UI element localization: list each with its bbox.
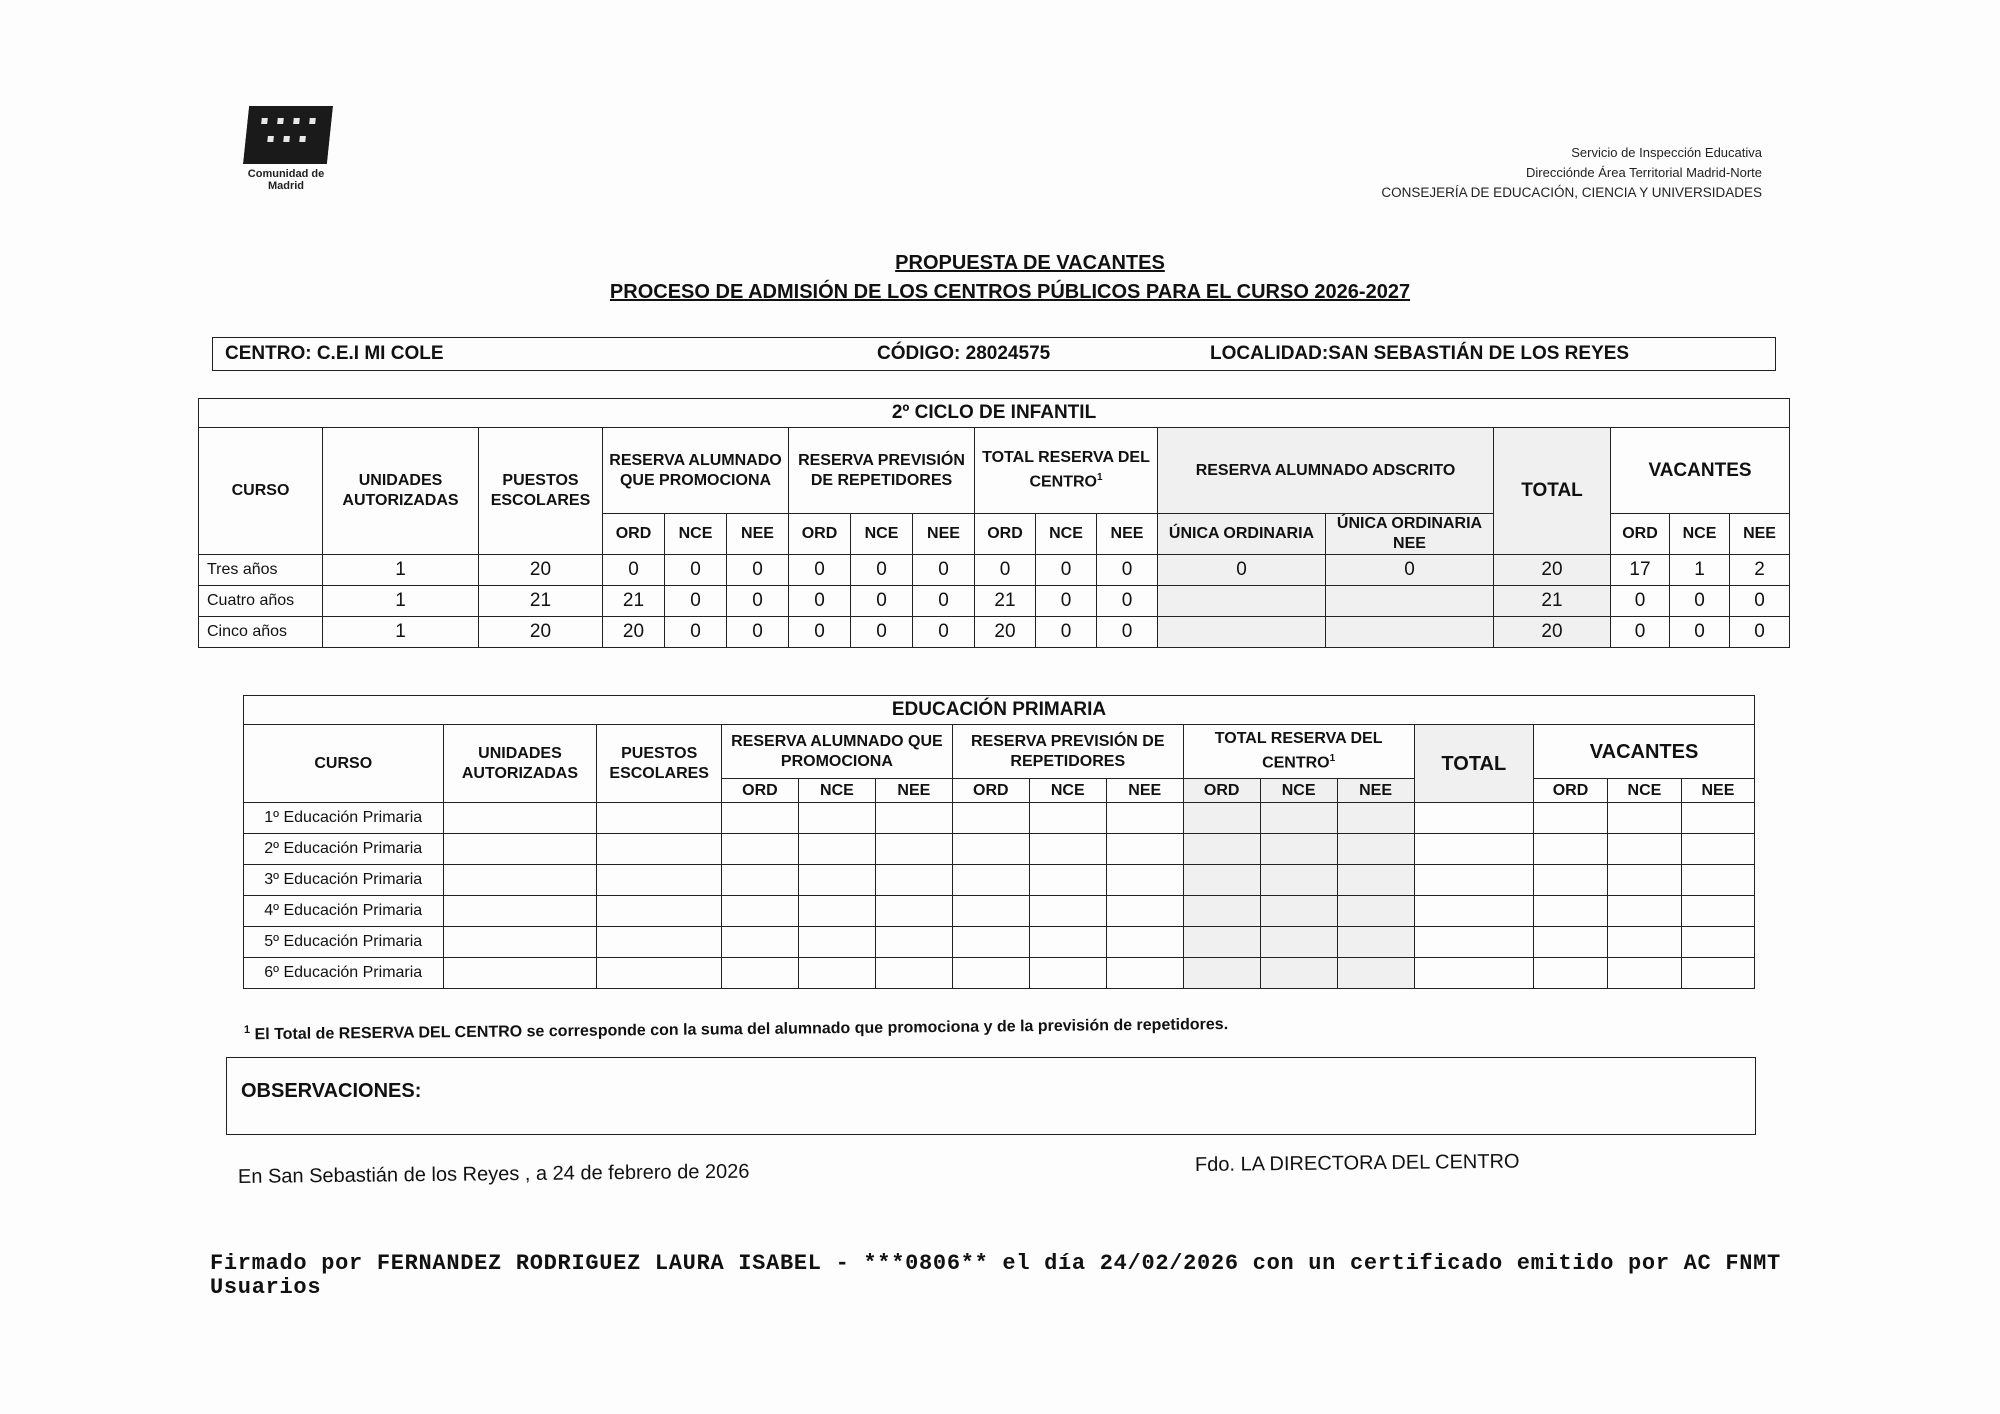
row-unidades: 1 xyxy=(323,586,479,617)
centro-localidad: LOCALIDAD:SAN SEBASTIÁN DE LOS REYES xyxy=(1210,343,1630,364)
cell-vac-nee: 2 xyxy=(1730,555,1790,586)
col-curso: CURSO xyxy=(199,428,323,555)
col-total-reserva-label: TOTAL RESERVA DEL CENTRO xyxy=(982,449,1150,491)
col-promociona: RESERVA ALUMNADO QUE PROMOCIONA xyxy=(721,725,952,779)
row-puestos: 20 xyxy=(479,617,603,648)
centro-info-box xyxy=(212,337,1776,371)
sub-nce: NCE xyxy=(1670,514,1730,555)
observaciones-box xyxy=(226,1057,1756,1135)
cell-prom-nee: 0 xyxy=(727,555,789,586)
sub-nee: NEE xyxy=(727,514,789,555)
cell-vac-nce: 0 xyxy=(1670,617,1730,648)
cell-adscrito-ord xyxy=(1158,586,1326,617)
footnote xyxy=(244,1014,1228,1045)
header-line-2: Direcciónde Área Territorial Madrid-Norte xyxy=(1525,165,1762,180)
cell-prom-ord: 20 xyxy=(603,617,665,648)
cell-rep-nce: 0 xyxy=(851,617,913,648)
table-row xyxy=(199,617,1790,648)
col-total: TOTAL xyxy=(1414,725,1534,803)
primaria-table xyxy=(243,695,1755,989)
table-row xyxy=(199,555,1790,586)
header-line-1: Servicio de Inspección Educativa xyxy=(1571,145,1762,160)
cell-prom-ord: 0 xyxy=(603,555,665,586)
cell-rep-nce: 0 xyxy=(851,555,913,586)
cell-total: 21 xyxy=(1494,586,1611,617)
document-subtitle: PROCESO DE ADMISIÓN DE LOS CENTROS PÚBLICOS PARA EL CURSO 2026-2027 xyxy=(609,281,1411,303)
sub-nce: NCE xyxy=(1260,779,1337,803)
col-repetidores: RESERVA PREVISIÓN DE REPETIDORES xyxy=(789,428,975,514)
cell-totres-nee: 0 xyxy=(1097,617,1158,648)
cell-vac-nee: 0 xyxy=(1730,586,1790,617)
sub-ord: ORD xyxy=(952,779,1029,803)
cell-adscrito-ord: 0 xyxy=(1158,555,1326,586)
sub-ord: ORD xyxy=(1534,779,1608,803)
table-row xyxy=(199,586,1790,617)
footnote-mark: 1 xyxy=(1329,753,1336,765)
col-vacantes: VACANTES xyxy=(1534,725,1755,779)
place-date: En San Sebastián de los Reyes , a 24 de febrero de 2026 xyxy=(237,1160,750,1188)
cell-rep-nce: 0 xyxy=(851,586,913,617)
cell-adscrito-nee xyxy=(1326,617,1494,648)
col-puestos: PUESTOS ESCOLARES xyxy=(479,428,603,555)
row-puestos: 21 xyxy=(479,586,603,617)
cell-totres-ord: 21 xyxy=(975,586,1036,617)
row-curso: 5º Educación Primaria xyxy=(244,927,444,958)
cell-totres-ord: 0 xyxy=(975,555,1036,586)
sub-unica-ordinaria: ÚNICA ORDINARIA xyxy=(1158,514,1326,555)
row-curso: 6º Educación Primaria xyxy=(244,958,444,989)
cell-totres-nce: 0 xyxy=(1036,555,1097,586)
sub-nce: NCE xyxy=(1036,514,1097,555)
cell-total: 20 xyxy=(1494,555,1611,586)
infantil-table xyxy=(198,398,1790,648)
cell-vac-ord: 0 xyxy=(1611,617,1670,648)
cell-adscrito-nee: 0 xyxy=(1326,555,1494,586)
sub-nee: NEE xyxy=(1337,779,1414,803)
cell-vac-ord: 17 xyxy=(1611,555,1670,586)
comunidad-de-madrid-logo xyxy=(243,106,333,164)
row-curso: Cuatro años xyxy=(199,586,323,617)
sub-nee: NEE xyxy=(875,779,952,803)
col-adscrito: RESERVA ALUMNADO ADSCRITO xyxy=(1158,428,1494,514)
col-repetidores: RESERVA PREVISIÓN DE REPETIDORES xyxy=(952,725,1183,779)
cell-vac-ord: 0 xyxy=(1611,586,1670,617)
col-curso: CURSO xyxy=(244,725,444,803)
table-row xyxy=(244,896,1755,927)
col-unidades: UNIDADES AUTORIZADAS xyxy=(323,428,479,555)
cell-rep-ord: 0 xyxy=(789,617,851,648)
sub-nce: NCE xyxy=(665,514,727,555)
cell-totres-nee: 0 xyxy=(1097,586,1158,617)
col-puestos: PUESTOS ESCOLARES xyxy=(597,725,722,803)
digital-signature-text: Firmado por FERNANDEZ RODRIGUEZ LAURA ISABEL - ***0806** el día 24/02/2026 con un certificado emitido por AC FNMT Usuarios xyxy=(210,1251,1781,1300)
footnote-text: El Total de RESERVA DEL CENTRO se corresponde con la suma del alumnado que promociona y de la previsión de repetidores. xyxy=(254,1016,1229,1044)
table-row xyxy=(244,834,1755,865)
cell-totres-nce: 0 xyxy=(1036,586,1097,617)
table-row xyxy=(244,927,1755,958)
institution-header xyxy=(1381,143,1762,203)
cell-rep-ord: 0 xyxy=(789,586,851,617)
sub-nee: NEE xyxy=(1681,779,1754,803)
sub-nce: NCE xyxy=(798,779,875,803)
observaciones-label: OBSERVACIONES: xyxy=(241,1080,422,1102)
sub-ord: ORD xyxy=(1183,779,1260,803)
cell-prom-nce: 0 xyxy=(665,586,727,617)
sub-nee: NEE xyxy=(1106,779,1183,803)
row-curso: 3º Educación Primaria xyxy=(244,865,444,896)
cell-rep-nee: 0 xyxy=(913,586,975,617)
cell-prom-nee: 0 xyxy=(727,617,789,648)
sub-nce: NCE xyxy=(1607,779,1681,803)
row-puestos: 20 xyxy=(479,555,603,586)
sub-nee: NEE xyxy=(1730,514,1790,555)
col-total-reserva xyxy=(975,428,1158,514)
row-curso: 1º Educación Primaria xyxy=(244,803,444,834)
header-line-3: CONSEJERÍA DE EDUCACIÓN, CIENCIA Y UNIVERSIDADES xyxy=(1381,185,1762,200)
col-unidades: UNIDADES AUTORIZADAS xyxy=(443,725,597,803)
table-row xyxy=(244,865,1755,896)
sub-nee: NEE xyxy=(1097,514,1158,555)
cell-rep-nee: 0 xyxy=(913,555,975,586)
cell-totres-nee: 0 xyxy=(1097,555,1158,586)
col-total-reserva xyxy=(1183,725,1414,779)
sub-ord: ORD xyxy=(789,514,851,555)
footnote-mark: 1 xyxy=(1097,472,1103,484)
row-unidades: 1 xyxy=(323,617,479,648)
cell-adscrito-ord xyxy=(1158,617,1326,648)
table-row xyxy=(244,803,1755,834)
sub-nee: NEE xyxy=(913,514,975,555)
row-curso: Cinco años xyxy=(199,617,323,648)
cell-totres-nce: 0 xyxy=(1036,617,1097,648)
centro-name: CENTRO: C.E.I MI COLE xyxy=(225,343,444,364)
col-total: TOTAL xyxy=(1494,428,1611,555)
signature-line: Fdo. LA DIRECTORA DEL CENTRO xyxy=(1194,1150,1520,1176)
table-row xyxy=(244,958,1755,989)
cell-vac-nee: 0 xyxy=(1730,617,1790,648)
cell-vac-nce: 1 xyxy=(1670,555,1730,586)
cell-prom-ord: 21 xyxy=(603,586,665,617)
sub-nce: NCE xyxy=(851,514,913,555)
logo-caption: Comunidad de Madrid xyxy=(247,168,325,192)
cell-vac-nce: 0 xyxy=(1670,586,1730,617)
col-promociona: RESERVA ALUMNADO QUE PROMOCIONA xyxy=(603,428,789,514)
col-vacantes: VACANTES xyxy=(1611,428,1790,514)
sub-ord: ORD xyxy=(721,779,798,803)
centro-codigo: CÓDIGO: 28024575 xyxy=(877,343,1051,364)
sub-ord: ORD xyxy=(603,514,665,555)
cell-prom-nee: 0 xyxy=(727,586,789,617)
cell-rep-ord: 0 xyxy=(789,555,851,586)
cell-prom-nce: 0 xyxy=(665,555,727,586)
cell-total: 20 xyxy=(1494,617,1611,648)
sub-unica-ordinaria-nee: ÚNICA ORDINARIA NEE xyxy=(1326,514,1494,555)
row-unidades: 1 xyxy=(323,555,479,586)
infantil-caption: 2º CICLO DE INFANTIL xyxy=(199,399,1790,428)
row-curso: 4º Educación Primaria xyxy=(244,896,444,927)
cell-totres-ord: 20 xyxy=(975,617,1036,648)
sub-nce: NCE xyxy=(1029,779,1106,803)
sub-ord: ORD xyxy=(975,514,1036,555)
row-curso: 2º Educación Primaria xyxy=(244,834,444,865)
primaria-caption: EDUCACIÓN PRIMARIA xyxy=(244,696,1755,725)
col-total-reserva-label: TOTAL RESERVA DEL CENTRO xyxy=(1214,730,1383,772)
cell-adscrito-nee xyxy=(1326,586,1494,617)
sub-ord: ORD xyxy=(1611,514,1670,555)
document-title: PROPUESTA DE VACANTES xyxy=(895,252,1165,274)
cell-prom-nce: 0 xyxy=(665,617,727,648)
cell-rep-nee: 0 xyxy=(913,617,975,648)
row-curso: Tres años xyxy=(199,555,323,586)
footnote-number: 1 xyxy=(243,1023,251,1036)
